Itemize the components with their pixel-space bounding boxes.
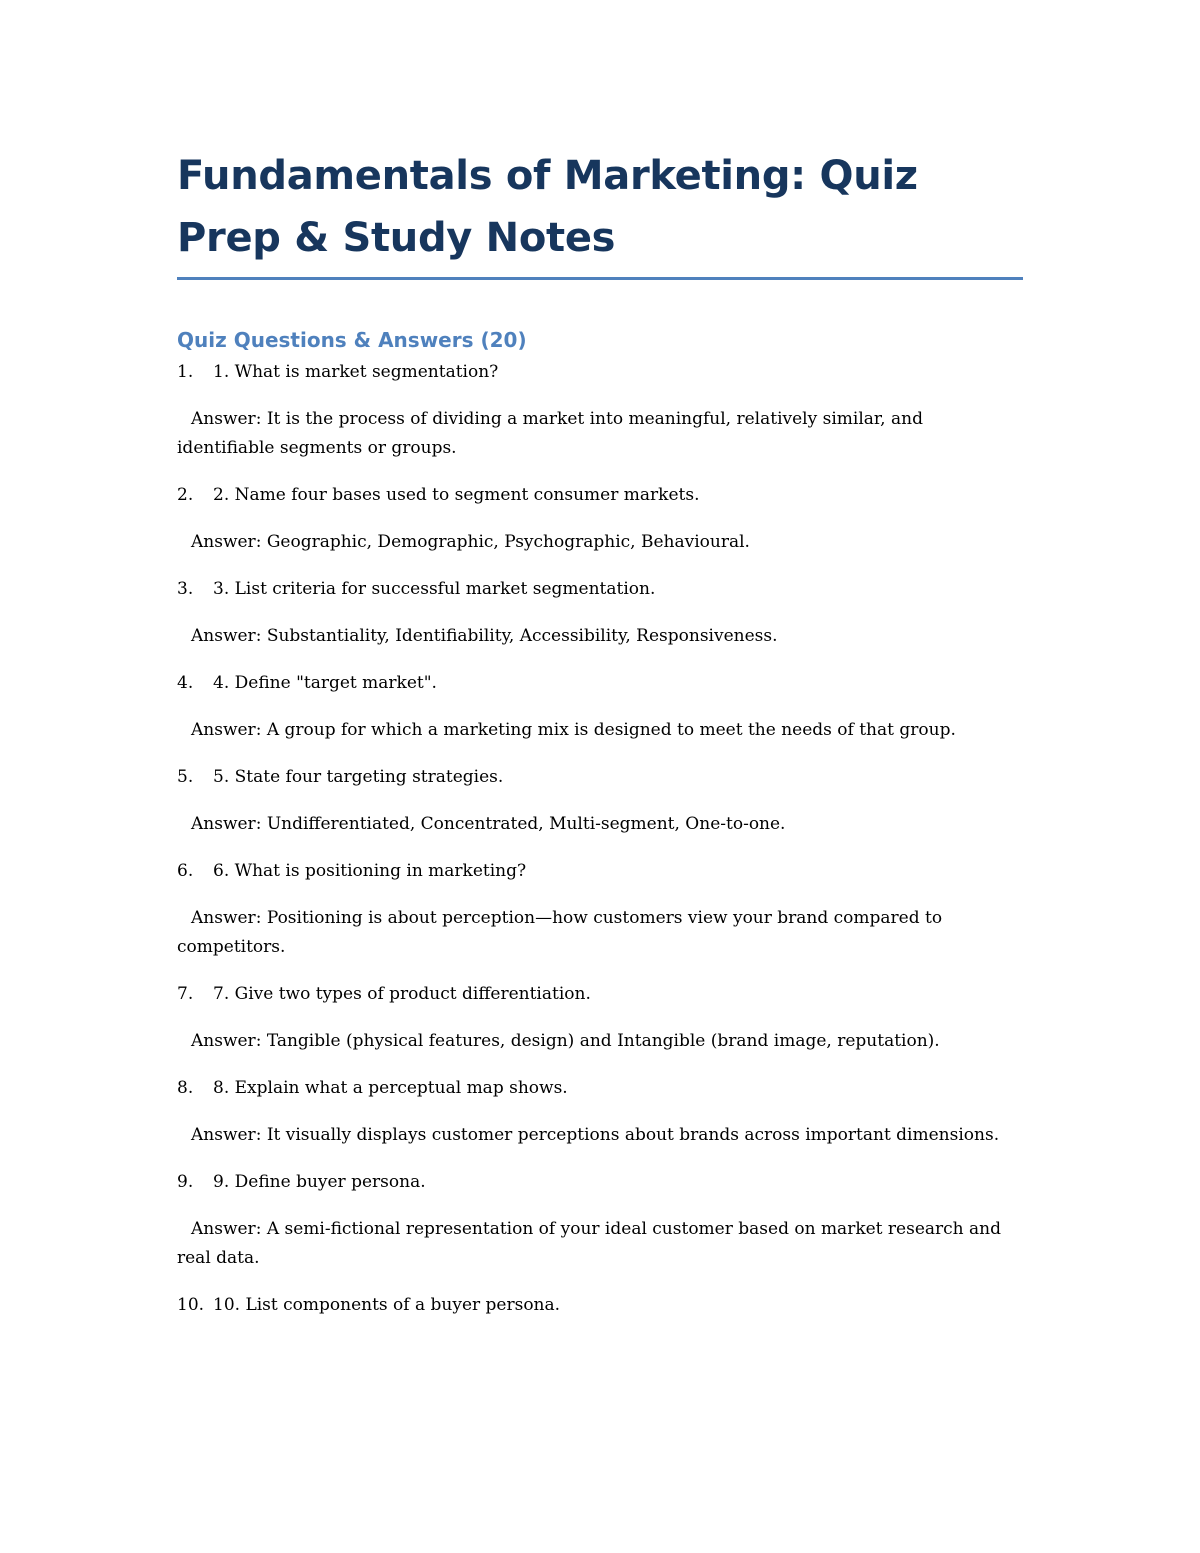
question-text: 1. What is market segmentation? — [213, 362, 499, 382]
question-line — [177, 577, 1023, 601]
list-number: 3. — [177, 579, 194, 599]
answer-text: Answer: Geographic, Demographic, Psychographic, Behavioural. — [191, 532, 750, 552]
quiz-item — [177, 982, 1023, 1056]
quiz-item — [177, 360, 1023, 463]
list-number: 8. — [177, 1078, 194, 1098]
question-line — [177, 859, 1023, 883]
answer-text: Answer: It is the process of dividing a market into meaningful, relatively similar, and identifiable segments or groups. — [177, 409, 923, 458]
quiz-item — [177, 1076, 1023, 1150]
document-body — [177, 145, 1023, 1317]
list-number: 7. — [177, 984, 194, 1004]
question-text: 7. Give two types of product differentiation. — [213, 984, 591, 1004]
question-line — [177, 483, 1023, 507]
question-line — [177, 982, 1023, 1006]
question-text: 5. State four targeting strategies. — [213, 767, 504, 787]
list-number: 10. — [177, 1295, 205, 1315]
question-line — [177, 765, 1023, 789]
answer-text: Answer: A group for which a marketing mix is designed to meet the needs of that group. — [191, 720, 956, 740]
question-line — [177, 671, 1023, 695]
question-text: 3. List criteria for successful market segmentation. — [213, 579, 656, 599]
quiz-item — [177, 859, 1023, 962]
quiz-item — [177, 1170, 1023, 1273]
question-text: 6. What is positioning in marketing? — [213, 861, 527, 881]
answer-text: Answer: Positioning is about perception—how customers view your brand compared to competitors. — [177, 908, 943, 957]
quiz-item — [177, 671, 1023, 745]
quiz-item — [177, 483, 1023, 557]
quiz-item — [177, 1293, 1023, 1317]
answer-text: Answer: Undifferentiated, Concentrated, Multi-segment, One-to-one. — [191, 814, 786, 834]
question-text: 4. Define "target market". — [213, 673, 437, 693]
list-number: 5. — [177, 767, 194, 787]
list-number: 9. — [177, 1172, 194, 1192]
question-text: 8. Explain what a perceptual map shows. — [213, 1078, 568, 1098]
answer-text: Answer: A semi-fictional representation of your ideal customer based on market research and real data. — [177, 1219, 1001, 1268]
question-line — [177, 1293, 1023, 1317]
question-text: 9. Define buyer persona. — [213, 1172, 426, 1192]
question-text: 2. Name four bases used to segment consumer markets. — [213, 485, 700, 505]
quiz-question-list — [177, 360, 1023, 1317]
document-title: Fundamentals of Marketing: Quiz Prep & Study Notes — [177, 153, 918, 261]
section-heading: Quiz Questions & Answers (20) — [177, 328, 527, 352]
quiz-item — [177, 577, 1023, 651]
answer-text: Answer: It visually displays customer perceptions about brands across important dimensions. — [191, 1125, 1000, 1145]
question-text: 10. List components of a buyer persona. — [213, 1295, 561, 1315]
list-number: 4. — [177, 673, 194, 693]
list-number: 1. — [177, 362, 194, 382]
question-line — [177, 360, 1023, 384]
answer-text: Answer: Substantiality, Identifiability, Accessibility, Responsiveness. — [191, 626, 778, 646]
quiz-item — [177, 765, 1023, 839]
list-number: 6. — [177, 861, 194, 881]
list-number: 2. — [177, 485, 194, 505]
answer-text: Answer: Tangible (physical features, design) and Intangible (brand image, reputation). — [191, 1031, 940, 1051]
title-underline-rule — [177, 277, 1023, 280]
question-line — [177, 1076, 1023, 1100]
question-line — [177, 1170, 1023, 1194]
